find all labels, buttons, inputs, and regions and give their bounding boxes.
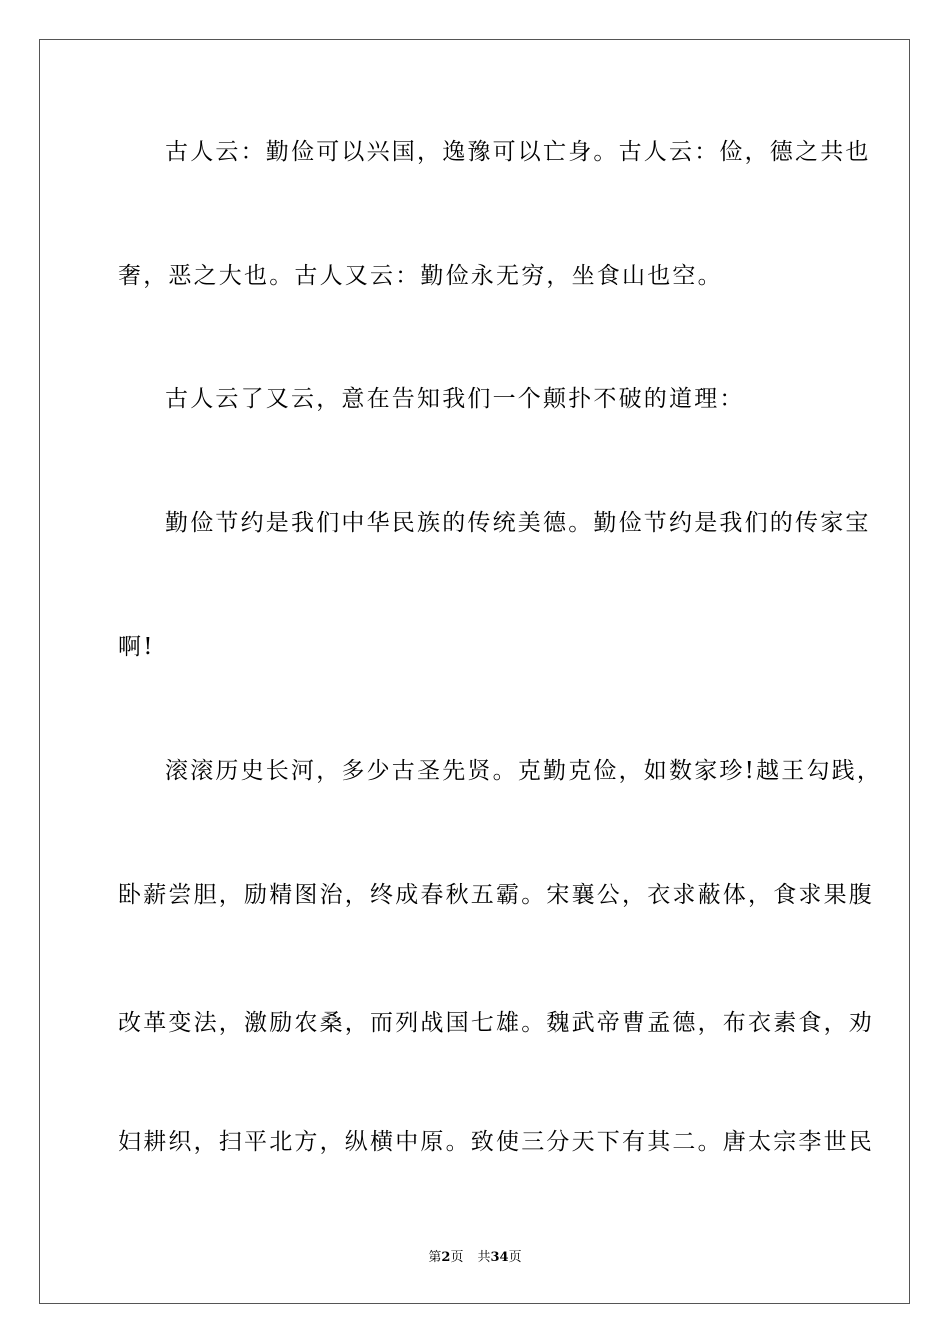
page-suffix: 页 — [450, 1250, 464, 1265]
text-line-9: 妇耕织，扫平北方，纵横中原。致使三分天下有其二。唐太宗李世民 — [118, 1129, 874, 1155]
page-number: 2 — [441, 1250, 451, 1265]
text-line-8: 改革变法，激励农桑，而列战国七雄。魏武帝曹孟德，布衣素食，劝 — [118, 1010, 874, 1036]
text-line-7: 卧薪尝胆，励精图治，终成春秋五霸。宋襄公，衣求蔽体，食求果腹 — [118, 882, 874, 908]
page-border — [39, 39, 910, 1304]
page-prefix: 第 — [428, 1250, 442, 1265]
text-line-3: 古人云了又云，意在告知我们一个颠扑不破的道理： — [165, 386, 745, 412]
page-footer — [0, 1250, 950, 1266]
text-line-5: 啊! — [118, 634, 155, 660]
total-prefix: 共 — [477, 1250, 491, 1265]
text-line-4: 勤俭节约是我们中华民族的传统美德。勤俭节约是我们的传家宝 — [165, 510, 871, 536]
text-line-2: 奢，恶之大也。古人又云：勤俭永无穷，坐食山也空。 — [118, 263, 723, 289]
text-line-1: 古人云：勤俭可以兴国，逸豫可以亡身。古人云：俭，德之共也 — [165, 139, 871, 165]
text-line-6: 滚滚历史长河，多少古圣先贤。克勤克俭，如数家珍!越王勾践， — [165, 758, 883, 784]
total-suffix: 页 — [508, 1250, 522, 1265]
total-pages: 34 — [490, 1250, 509, 1265]
